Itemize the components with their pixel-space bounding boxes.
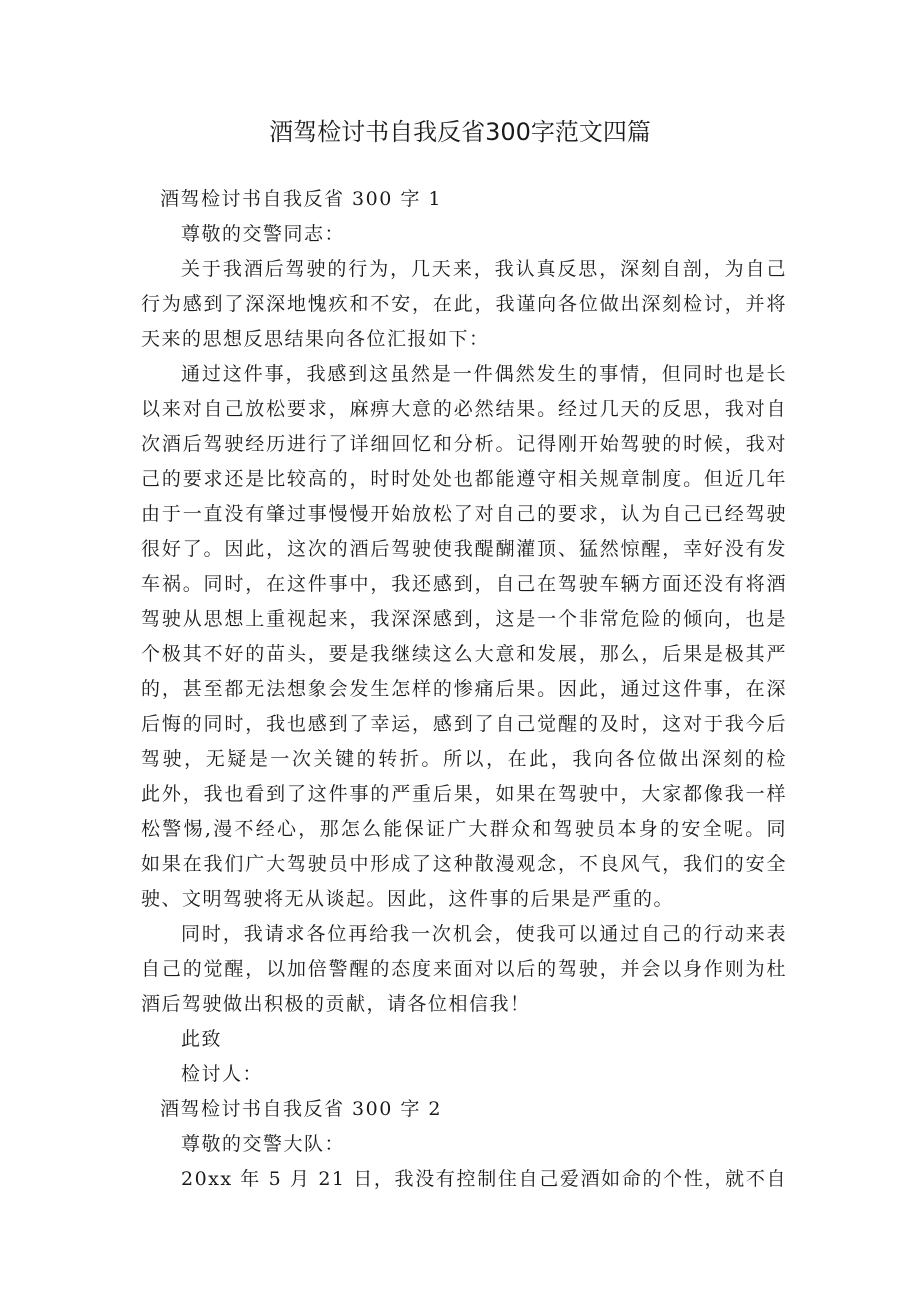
paragraph-line: 车祸。同时，在这件事中，我还感到，自己在驾驶车辆方面还没有将酒 [141, 573, 787, 595]
paragraph-line: 由于一直没有肇过事慢慢开始放松了对自己的要求，认为自己已经驾驶 [141, 503, 787, 525]
paragraph-line: 关于我酒后驾驶的行为，几天来，我认真反思，深刻自剖，为自己 [181, 258, 787, 280]
paragraph-line: 如果在我们广大驾驶员中形成了这种散漫观念，不良风气，我们的安全 [141, 853, 787, 875]
paragraph-line: 行为感到了深深地愧疚和不安，在此，我谨向各位做出深刻检讨，并将 [141, 293, 787, 315]
paragraph-line: 己的要求还是比较高的，时时处处也都能遵守相关规章制度。但近几年 [141, 468, 787, 490]
paragraph-line: 次酒后驾驶经历进行了详细回忆和分析。记得刚开始驾驶的时候，我对 [141, 433, 787, 455]
paragraph-line: 的，甚至都无法想象会发生怎样的惨痛后果。因此，通过这件事，在深 [141, 678, 787, 700]
paragraph-line: 驶、文明驾驶将无从谈起。因此，这件事的后果是严重的。 [141, 888, 675, 910]
paragraph-line: 驾驶从思想上重视起来，我深深感到，这是一个非常危险的倾向，也是 [141, 608, 787, 630]
section-heading: 酒驾检讨书自我反省 300 字 2 [160, 1098, 442, 1120]
paragraph-line: 松警惕,漫不经心，那怎么能保证广大群众和驾驶员本身的安全呢。同 [141, 818, 787, 840]
paragraph-line: 同时，我请求各位再给我一次机会，使我可以通过自己的行动来表 [181, 923, 787, 945]
signature-label: 检讨人： [181, 1063, 264, 1085]
section-heading: 酒驾检讨书自我反省 300 字 1 [160, 188, 442, 210]
paragraph-line: 此外，我也看到了这件事的严重后果，如果在驾驶中，大家都像我一样 [141, 783, 787, 805]
paragraph-line: 20xx 年 5 月 21 日，我没有控制住自己爱酒如命的个性，就不自 [181, 1168, 787, 1190]
paragraph-line: 以来对自己放松要求，麻痹大意的必然结果。经过几天的反思，我对自 [141, 398, 787, 420]
closing: 此致 [181, 1028, 223, 1050]
paragraph-line: 天来的思想反思结果向各位汇报如下： [141, 328, 490, 350]
paragraph-line: 个极其不好的苗头，要是我继续这么大意和发展，那么，后果是极其严 [141, 643, 787, 665]
paragraph-line: 酒后驾驶做出积极的贡献，请各位相信我！ [141, 993, 531, 1015]
document-body [141, 182, 787, 1197]
paragraph-line: 驾驶，无疑是一次关键的转折。所以，在此，我向各位做出深刻的检 [141, 748, 787, 770]
salutation: 尊敬的交警同志： [181, 223, 346, 245]
document-title: 酒驾检讨书自我反省300字范文四篇 [269, 118, 651, 146]
paragraph-line: 自己的觉醒，以加倍警醒的态度来面对以后的驾驶，并会以身作则为杜 [141, 958, 787, 980]
paragraph-line: 很好了。因此，这次的酒后驾驶使我醍醐灌顶、猛然惊醒，幸好没有发 [141, 538, 787, 560]
paragraph-line: 通过这件事，我感到这虽然是一件偶然发生的事情，但同时也是长 [181, 363, 787, 385]
paragraph-line: 后悔的同时，我也感到了幸运，感到了自己觉醒的及时，这对于我今后 [141, 713, 787, 735]
salutation: 尊敬的交警大队： [181, 1133, 346, 1155]
